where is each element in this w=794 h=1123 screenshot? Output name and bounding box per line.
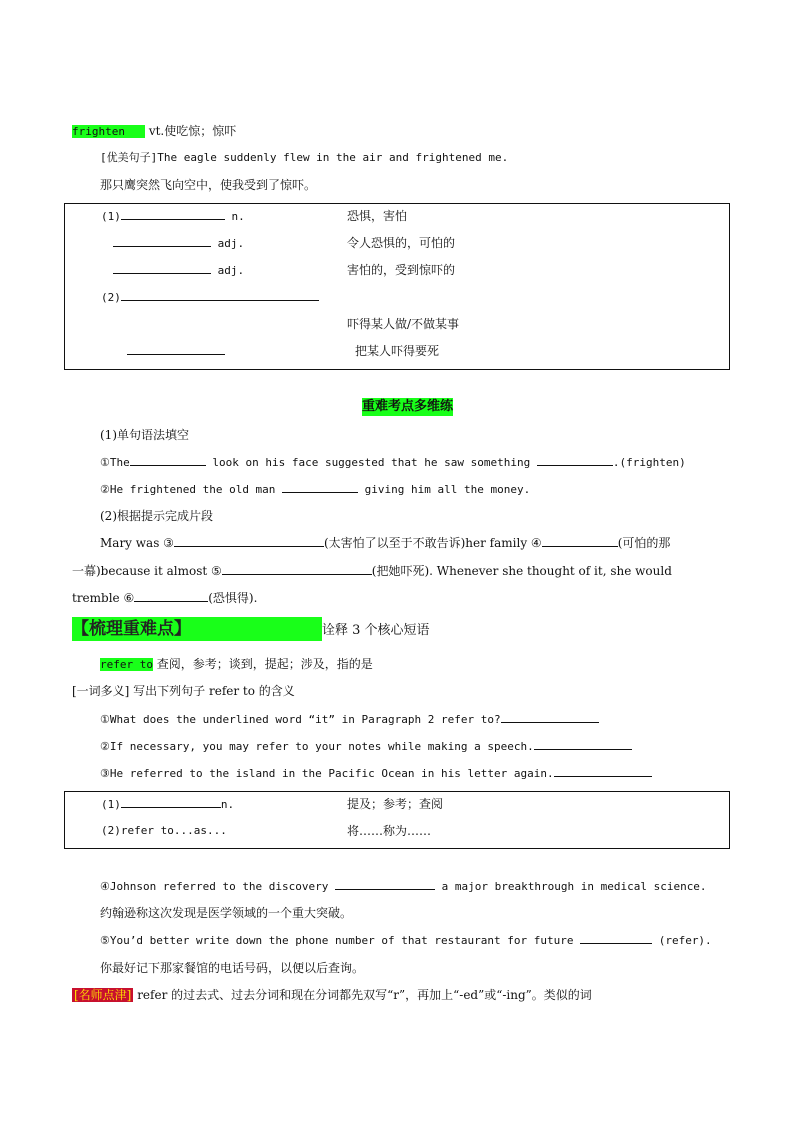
q1-text-b: look on his face suggested that he saw something xyxy=(205,456,537,469)
refer-box-row-1-meaning: 提及；参考；查阅 xyxy=(347,797,444,811)
frighten-example-en: [优美句子]The eagle suddenly flew in the air and frightened me. xyxy=(100,151,509,164)
answer-blank[interactable] xyxy=(501,710,599,723)
box-row-3-meaning: 害怕的，受到惊吓的 xyxy=(347,263,456,277)
pos-label: adj. xyxy=(217,237,245,250)
pos-label: adj. xyxy=(217,264,245,277)
answer-blank[interactable] xyxy=(282,480,358,493)
q1-text-c: .(frighten) xyxy=(612,456,686,469)
refer-word-family-box xyxy=(64,791,730,849)
pos-label: n. xyxy=(231,210,245,223)
part1-title: (1)单句语法填空 xyxy=(100,428,189,442)
polysemy-title: [一词多义] 写出下列句子 refer to 的含义 xyxy=(72,684,295,698)
answer-blank[interactable] xyxy=(113,234,211,247)
refer-sentence-4-cn: 约翰逊称这次发现是医学领域的一个重大突破。 xyxy=(100,906,353,920)
passage-text: 一幕)because it almost ⑤ xyxy=(72,564,222,578)
answer-blank[interactable] xyxy=(335,877,435,890)
sentence-text: a major breakthrough in medical science. xyxy=(435,880,707,893)
frighten-meaning: vt.使吃惊；惊吓 xyxy=(148,124,237,138)
answer-blank[interactable] xyxy=(121,207,225,220)
frighten-word-family-box xyxy=(64,203,730,370)
practice-heading: 重难考点多维练 xyxy=(362,399,454,414)
sentence-text: ①What does the underlined word “it” in Paragraph 2 refer to? xyxy=(100,713,501,726)
refer-sentence-3 xyxy=(100,764,652,783)
passage-line-3 xyxy=(72,589,257,607)
section-bracket-title: 【梳理重难点】 xyxy=(72,617,322,641)
refer-sentence-4 xyxy=(100,877,707,896)
answer-blank[interactable] xyxy=(537,453,613,466)
answer-blank[interactable] xyxy=(121,288,319,301)
question-1 xyxy=(100,453,686,472)
answer-blank[interactable] xyxy=(222,562,372,575)
answer-blank[interactable] xyxy=(130,453,206,466)
answer-blank[interactable] xyxy=(113,261,211,274)
headword-refer-to: refer to xyxy=(100,658,153,671)
passage-text: (可怕的那 xyxy=(617,536,671,550)
pos-label: n. xyxy=(220,798,235,811)
sentence-text: ③He referred to the island in the Pacific Ocean in his letter again. xyxy=(100,767,554,780)
passage-text: (恐惧得). xyxy=(208,591,258,605)
box-row-2-meaning: 令人恐惧的，可怕的 xyxy=(347,236,456,250)
answer-blank[interactable] xyxy=(580,931,652,944)
answer-blank[interactable] xyxy=(554,764,652,777)
passage-line-1 xyxy=(100,534,670,552)
section-subtitle: 诠释 3 个核心短语 xyxy=(322,623,430,638)
refer-sentence-1 xyxy=(100,710,599,729)
answer-blank[interactable] xyxy=(127,342,225,355)
box-row-1 xyxy=(101,207,245,226)
refer-sentence-2 xyxy=(100,737,632,756)
headword-frighten: frighten xyxy=(72,125,145,138)
row-number: (1) xyxy=(101,210,121,223)
passage-text: Mary was ③ xyxy=(100,536,174,550)
question-2 xyxy=(100,480,530,499)
box-row-6 xyxy=(127,342,225,361)
q2-text-a: ②He frightened the old man xyxy=(100,483,283,496)
frighten-entry xyxy=(72,122,236,141)
sentence-text: (refer). xyxy=(652,934,712,947)
passage-text: tremble ⑥ xyxy=(72,591,135,605)
refer-meaning: 查阅，参考；谈到，提起；涉及，指的是 xyxy=(152,657,373,671)
frighten-example-cn: 那只鹰突然飞向空中，使我受到了惊吓。 xyxy=(100,178,317,192)
refer-box-row-1 xyxy=(101,795,234,814)
passage-line-2 xyxy=(72,562,672,580)
part2-title: (2)根据提示完成片段 xyxy=(100,509,213,523)
box-row-2 xyxy=(113,234,244,253)
teacher-tip-tag: [名师点津] xyxy=(74,988,132,1002)
answer-blank[interactable] xyxy=(534,737,632,750)
refer-box-row-2: (2)refer to...as... xyxy=(101,824,227,837)
q2-text-b: giving him all the money. xyxy=(358,483,531,496)
box-row-6-meaning: 把某人吓得要死 xyxy=(355,344,440,358)
sentence-text: ④Johnson referred to the discovery xyxy=(100,880,336,893)
refer-sentence-5 xyxy=(100,931,712,950)
section-header xyxy=(72,617,430,641)
box-row-4 xyxy=(101,288,319,307)
answer-blank[interactable] xyxy=(134,589,208,602)
box-row-5-meaning: 吓得某人做/不做某事 xyxy=(347,317,460,331)
refer-box-row-2-meaning: 将……称为…… xyxy=(347,824,432,838)
teacher-tip-text: refer 的过去式、过去分词和现在分词都先双写“r”，再加上“-ed”或“-ing”。类似的词 xyxy=(133,988,592,1002)
passage-text: (太害怕了以至于不敢告诉)her family ④ xyxy=(323,536,542,550)
box-row-1-meaning: 恐惧，害怕 xyxy=(347,209,408,223)
sentence-text: ⑤You’d better write down the phone number of that restaurant for future xyxy=(100,934,581,947)
refer-sentence-5-cn: 你最好记下那家餐馆的电话号码，以便以后查询。 xyxy=(100,961,365,975)
passage-text: (把她吓死). Whenever she thought of it, she would xyxy=(371,564,672,578)
refer-entry xyxy=(100,655,373,674)
sentence-text: ②If necessary, you may refer to your notes while making a speech. xyxy=(100,740,534,753)
answer-blank[interactable] xyxy=(542,534,618,547)
box-row-3 xyxy=(113,261,244,280)
row-number: (2) xyxy=(101,291,121,304)
answer-blank[interactable] xyxy=(121,795,221,808)
answer-blank[interactable] xyxy=(174,534,324,547)
row-number: (1) xyxy=(101,798,121,811)
teacher-tip xyxy=(72,986,592,1004)
q1-text-a: ①The xyxy=(100,456,130,469)
